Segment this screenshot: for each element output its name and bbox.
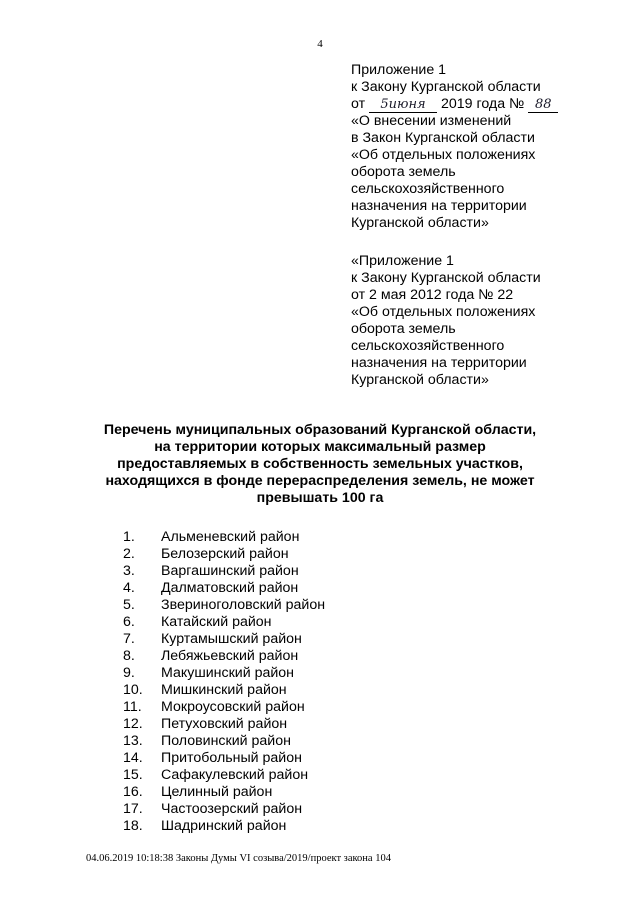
appendix-date-line [351,96,558,113]
appendix-header [351,62,558,232]
list-item [123,801,325,818]
date-prefix: от [351,96,366,112]
item-number: 5. [123,597,135,613]
title-line: превышать 100 га [256,490,384,506]
title-line: предоставляемых в собственность земельных участков, [117,456,523,472]
item-number: 16. [123,784,143,800]
list-item [123,784,325,801]
item-number: 8. [123,648,135,664]
item-name: Звериноголовский район [161,597,326,613]
appendix-line: оборота земель [351,164,456,180]
quoted-line: «Приложение 1 [351,253,454,269]
handwritten-date: 5июня [369,98,437,113]
item-name: Половинский район [161,733,291,749]
appendix-line: Курганской области» [351,215,489,231]
list-item [123,546,325,563]
item-number: 15. [123,767,143,783]
quoted-line: к Закону Курганской области [351,270,541,286]
quoted-line: «Об отдельных положениях [351,304,536,320]
appendix-line: Приложение 1 [351,62,447,78]
item-name: Далматовский район [161,580,299,596]
list-item [123,648,325,665]
title-line: Перечень муниципальных образований Курганской области, [103,422,537,438]
list-item [123,699,325,716]
item-name: Частоозерский район [161,801,303,817]
list-item [123,733,325,750]
item-name: Лебяжьевский район [161,648,299,664]
quoted-line: от 2 мая 2012 года № 22 [351,287,514,303]
item-number: 10. [123,682,143,698]
list-item [123,716,325,733]
item-number: 2. [123,546,135,562]
list-item [123,614,325,631]
item-name: Куртамышский район [161,631,302,647]
list-item [123,682,325,699]
item-name: Петуховский район [161,716,288,732]
appendix-line: в Закон Курганской области [351,130,535,146]
item-number: 6. [123,614,135,630]
item-name: Целинный район [161,784,273,800]
list-item [123,529,325,546]
list-item [123,563,325,580]
appendix-line: «Об отдельных положениях [351,147,536,163]
item-number: 12. [123,716,143,732]
item-name: Мишкинский район [161,682,287,698]
item-number: 18. [123,818,143,834]
handwritten-number: 88 [528,98,558,113]
item-name: Катайский район [161,614,272,630]
appendix-line: «О внесении изменений [351,113,512,129]
item-name: Притобольный район [161,750,302,766]
list-item [123,631,325,648]
item-name: Макушинский район [161,665,294,681]
page-number: 4 [317,38,323,50]
item-name: Мокроусовский район [161,699,305,715]
item-number: 7. [123,631,135,647]
item-number: 4. [123,580,135,596]
footer-file-path: 04.06.2019 10:18:38 Законы Думы VI созыва/2019/проект закона 104 [86,853,391,864]
quoted-line: назначения на территории [351,355,527,371]
list-item [123,580,325,597]
item-number: 11. [123,699,142,715]
list-item [123,767,325,784]
appendix-line: назначения на территории [351,198,527,214]
quoted-line: оборота земель [351,321,456,337]
appendix-line: сельскохозяйственного [351,181,505,197]
item-number: 13. [123,733,143,749]
item-name: Альменевский район [161,529,300,545]
item-number: 14. [123,750,143,766]
item-name: Варгашинский район [161,563,299,579]
item-name: Сафакулевский район [161,767,309,783]
title-line: на территории которых максимальный размер [154,439,486,455]
item-name: Шадринский район [161,818,287,834]
date-suffix: 2019 года № [440,96,525,112]
list-title [80,422,560,507]
item-number: 9. [123,665,135,681]
list-item [123,750,325,767]
district-list [123,529,325,835]
item-number: 17. [123,801,143,817]
item-number: 1. [123,529,135,545]
list-item [123,597,325,614]
item-name: Белозерский район [161,546,289,562]
quoted-line: сельскохозяйственного [351,338,505,354]
appendix-line: к Закону Курганской области [351,79,541,95]
item-number: 3. [123,563,135,579]
quoted-appendix [351,253,541,389]
list-item [123,818,325,835]
quoted-line: Курганской области» [351,372,489,388]
title-line: находящихся в фонде перераспределения земель, не может [105,473,535,489]
list-item [123,665,325,682]
